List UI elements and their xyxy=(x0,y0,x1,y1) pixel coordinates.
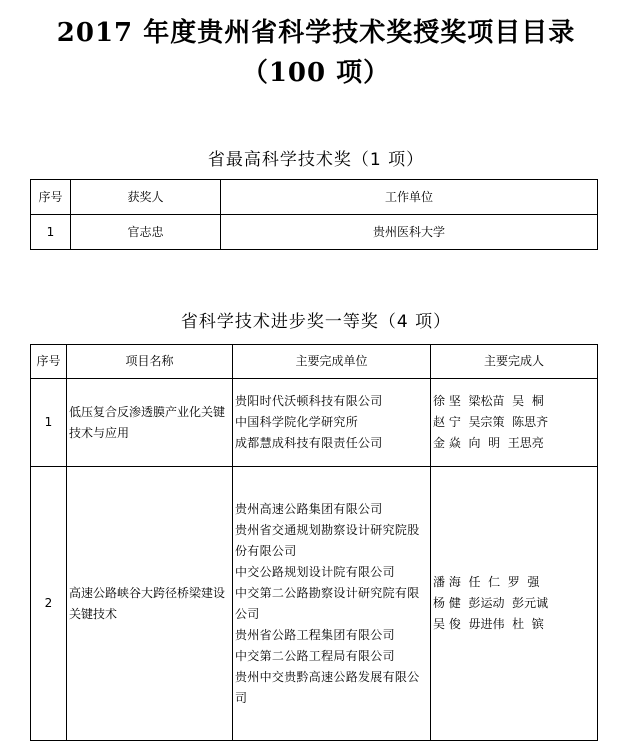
progress-award-table xyxy=(30,344,598,741)
unit-line: 中国科学院化学研究所 xyxy=(235,415,359,429)
header-people: 主要完成人 xyxy=(431,345,598,379)
unit-line: 贵阳时代沃顿科技有限公司 xyxy=(235,394,383,408)
row-project: 低压复合反渗透膜产业化关键技术与应用 xyxy=(67,379,233,467)
document-title: 2017 年度贵州省科学技术奖授奖项目目录 xyxy=(56,18,576,48)
unit-line: 中交第二公路工程局有限公司 xyxy=(235,648,395,663)
unit-line: 成都慧成科技有限责任公司 xyxy=(235,436,383,450)
table-row xyxy=(31,215,598,250)
people-line: 赵 宁 吴宗策 陈思齐 xyxy=(433,415,549,429)
unit-line: 贵州省交通规划勘察设计研究院股份有限公司 xyxy=(235,522,420,558)
unit-line: 贵州高速公路集团有限公司 xyxy=(235,501,383,516)
row-no: 2 xyxy=(31,467,67,741)
people-line: 吴 俊 毋进伟 杜 镔 xyxy=(433,617,544,631)
header-person: 获奖人 xyxy=(71,180,221,215)
table-row xyxy=(31,467,598,741)
section-title-progress-first: 省科学技术进步奖一等奖（4 项） xyxy=(180,312,452,332)
unit-line: 贵州中交贵黔高速公路发展有限公司 xyxy=(235,669,420,705)
people-line: 徐 坚 梁松苗 吴 桐 xyxy=(433,394,544,408)
people-line: 杨 健 彭运动 彭元诚 xyxy=(433,596,549,610)
people-line: 金 焱 向 明 王思亮 xyxy=(433,436,544,450)
unit-line: 中交公路规划设计院有限公司 xyxy=(235,564,395,579)
header-no: 序号 xyxy=(31,180,71,215)
row-people xyxy=(431,379,598,467)
row-no: 1 xyxy=(31,215,71,250)
unit-line: 中交第二公路勘察设计研究院有限公司 xyxy=(235,585,420,621)
document-title-count: （100 项） xyxy=(241,58,391,88)
header-project: 项目名称 xyxy=(67,345,233,379)
section-title-top-award: 省最高科学技术奖（1 项） xyxy=(207,150,425,170)
row-units xyxy=(233,379,431,467)
header-unit: 工作单位 xyxy=(221,180,598,215)
row-unit: 贵州医科大学 xyxy=(221,215,598,250)
header-no: 序号 xyxy=(31,345,67,379)
row-units xyxy=(233,467,431,741)
header-units: 主要完成单位 xyxy=(233,345,431,379)
people-line: 潘 海 任 仁 罗 强 xyxy=(433,575,540,589)
top-award-table xyxy=(30,179,598,250)
table-row xyxy=(31,379,598,467)
table-header-row xyxy=(31,345,598,379)
row-no: 1 xyxy=(31,379,67,467)
row-person: 官志忠 xyxy=(71,215,221,250)
row-people xyxy=(431,467,598,741)
table-header-row xyxy=(31,180,598,215)
unit-line: 贵州省公路工程集团有限公司 xyxy=(235,627,395,642)
row-project: 高速公路峡谷大跨径桥梁建设关键技术 xyxy=(67,467,233,741)
